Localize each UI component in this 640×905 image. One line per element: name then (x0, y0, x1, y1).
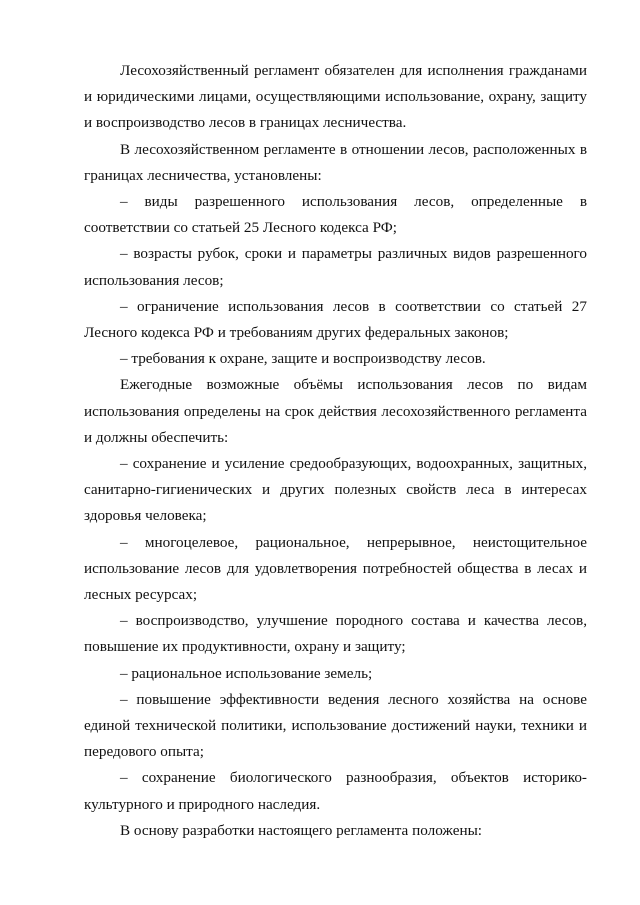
list-item-land-use: – рациональное использование земель; (120, 664, 373, 682)
document-body (84, 58, 587, 844)
paragraph-established-intro: В лесохозяйственном регламенте в отношении лесов, расположенных в границах лесничества, установлены: (84, 140, 587, 184)
paragraph-regulation-obligatory: Лесохозяйственный регламент обязателен для исполнения гражданами и юридическими лицами, осуществляющими использование, охрану, защиту и воспроизводство лесов в границах лесничества. (84, 62, 587, 132)
list-item-protection-requirements: – требования к охране, защите и воспроизводству лесов. (120, 350, 486, 368)
list-item-use-restrictions: – ограничение использования лесов в соответствии со статьей 27 Лесного кодекса РФ и требованиям других федеральных законов; (84, 297, 587, 342)
list-item-biodiversity: – сохранение биологического разнообразия, объектов историко-культурного и природного наследия. (84, 769, 587, 813)
list-item-preservation-properties: – сохранение и усиление средообразующих, водоохранных, защитных, санитарно-гигиенических и других полезных свойств леса в интересах здоровья человека; (84, 455, 587, 525)
list-item-efficiency: – повышение эффективности ведения лесного хозяйства на основе единой технической политики, использование достижений науки, техники и передового опыта; (84, 690, 587, 761)
list-item-reproduction: – воспроизводство, улучшение породного состава и качества лесов, повышение их продуктивности, охрану и защиту; (84, 612, 587, 656)
list-item-permitted-uses: – виды разрешенного использования лесов, определенные в соответствии со статьей 25 Лесного кодекса РФ; (84, 193, 587, 237)
list-item-multipurpose-use: – многоцелевое, рациональное, непрерывное, неистощительное использование лесов для удовлетворения потребностей общества в лесах и лесных ресурсах; (84, 533, 587, 604)
paragraph-annual-volumes: Ежегодные возможные объёмы использования лесов по видам использования определены на срок действия лесохозяйственного регламента и должны обеспечить: (84, 376, 587, 446)
paragraph-development-basis: В основу разработки настоящего регламента положены: (120, 821, 482, 839)
list-item-felling-ages: – возрасты рубок, сроки и параметры различных видов разрешенного использования лесов; (84, 245, 587, 289)
